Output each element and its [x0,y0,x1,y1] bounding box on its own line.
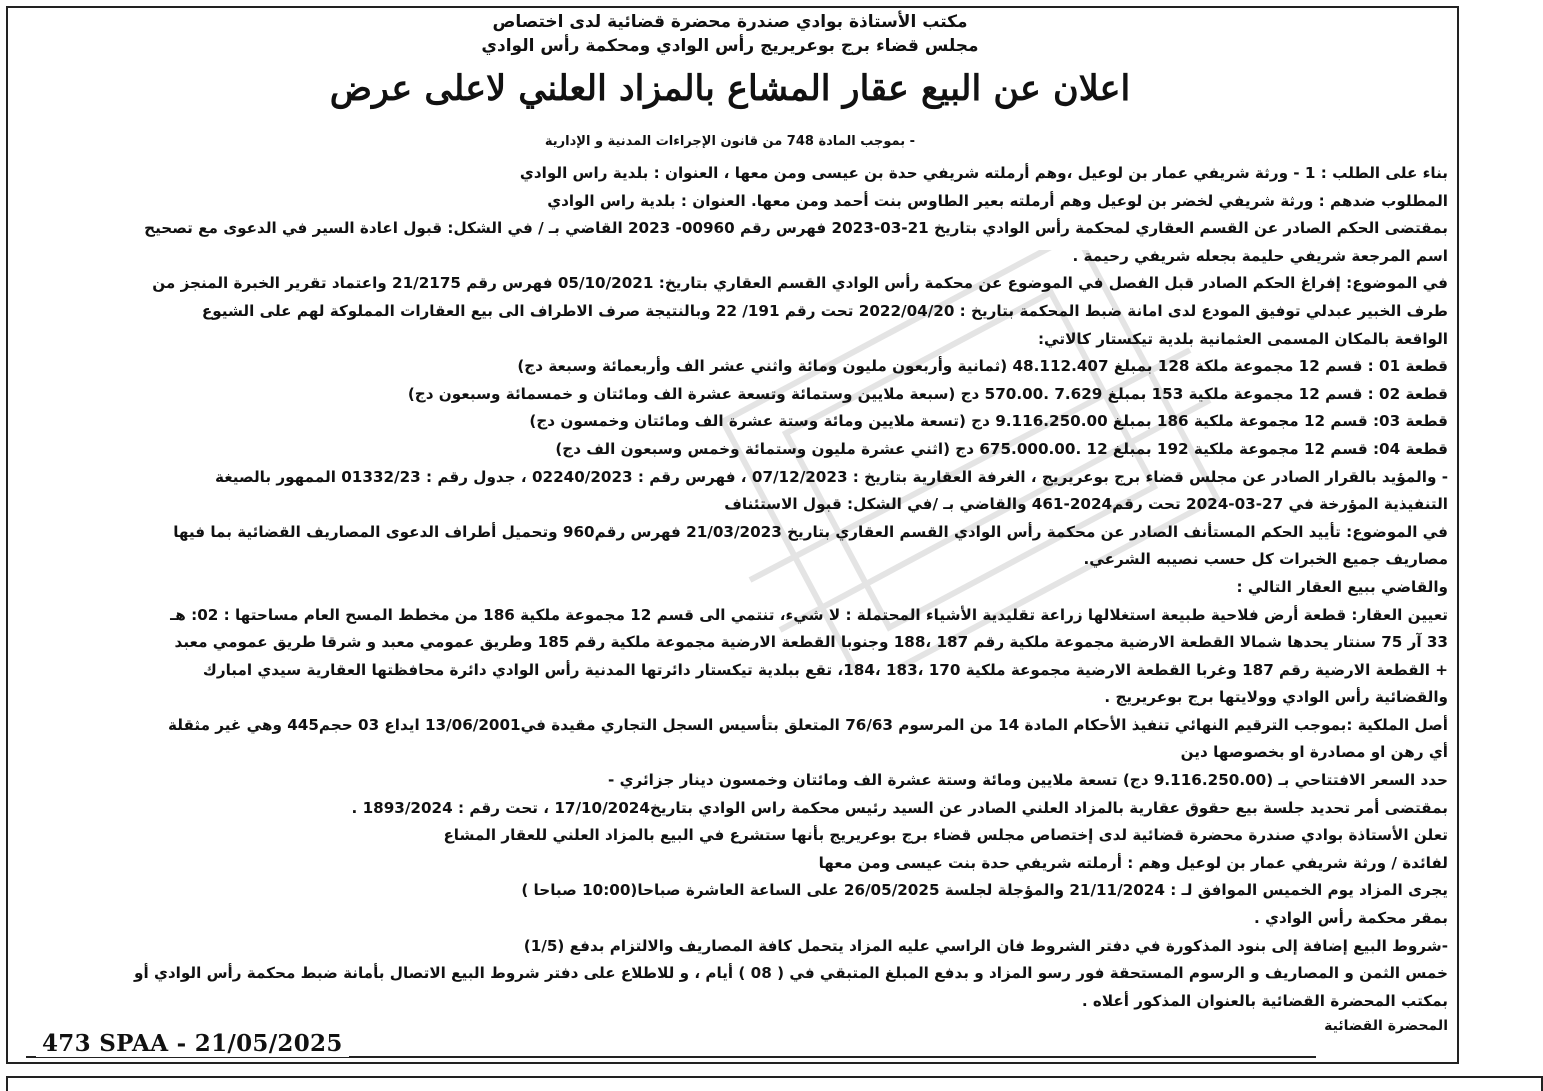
body-line: قطعة 03: قسم 12 مجموعة ملكية 186 بمبلغ 9.116.250.00 دج (تسعة ملايين ومائة وستة عشرة الف ومائتان وخمسون دج) [529,412,1448,431]
body-line: الواقعة بالمكان المسمى العثمانية بلدية تيكستار كالاتي: [1037,329,1448,348]
council-line: مجلس قضاء برج بوعريريج رأس الوادي ومحكمة رأس الوادي [481,36,979,56]
body-line: اسم المرجعة شريفي حليمة بجعله شريفي رحيمة . [1072,246,1448,265]
office-line: مكتب الأستاذة بوادي صندرة محضرة قضائية لدى اختصاص [492,12,968,32]
signature: المحضرة القضائية [1324,1018,1448,1035]
body-line: أصل الملكية :بموجب الترقيم النهائي تنفيذ الأحكام المادة 14 من المرسوم 76/63 المتعلق بتأسيس السجل التجاري مقيدة في13/06/2001 ايداع 03 حجم445 وهي غير مثقلة [168,715,1448,734]
body-line: يجرى المزاد يوم الخميس الموافق لـ : 21/11/2024 والمؤجلة لجلسة 26/05/2025 على الساعة العاشرة صباحا(10:00 صباحا ) [521,881,1448,900]
body-line: تعلن الأستاذة بوادي صندرة محضرة قضائية لدى إختصاص مجلس قضاء برج بوعريريج بأنها ستشرع في البيع بالمزاد العلني للعقار المشاع [443,826,1448,845]
body-line: لفائدة / ورثة شريفي عمار بن لوعيل وهم : أرملته شريفي حدة بنت عيسى ومن معها [818,853,1448,872]
body-line: في الموضوع: تأييد الحكم المستأنف الصادر عن محكمة رأس الوادي القسم العقاري بتاريخ 21/03/2023 فهرس رقم960 وتحميل أطراف الدعوى المصاريف القضائية بما فيها [173,522,1448,541]
body-line: 33 آر 75 سنتار يحدها شمالا القطعة الارضية مجموعة ملكية رقم 187 ،188 وجنوبا القطعة الارضية مجموعة ملكية رقم 185 وطريق عمومي معبد و شرقا طريق عمومي معبد [174,633,1448,652]
body-line: التنفيذية المؤرخة في 27-03-2024 تحت رقم2024-461 والقاضي بـ /في الشكل: قبول الاستئناف [724,495,1448,514]
body-line: حدد السعر الافتتاحي بـ (9.116.250.00 دج) تسعة ملايين ومائة وستة عشرة الف ومائتان وخمسون دينار جزائري - [608,771,1448,790]
body-line: بمقتضى أمر تحديد جلسة بيع حقوق عقارية بالمزاد العلني الصادر عن السيد رئيس محكمة راس الوادي بتاريخ17/10/2024 ، تحت رقم : 1893/2024 . [351,798,1448,817]
body-line: بمقر محكمة رأس الوادي . [1253,909,1448,928]
body-line: في الموضوع: إفراغ الحكم الصادر قبل الفصل في الموضوع عن محكمة رأس الوادي القسم العقاري بتاريخ: 05/10/2021 فهرس رقم 21/2175 واعتماد تقرير الخبرة المنجز من [152,274,1448,293]
announcement-content [12,10,1448,1037]
announcement-title: اعلان عن البيع عقار المشاع بالمزاد العلني لاعلى عرض [329,68,1131,109]
body-line: والقضائية رأس الوادي وولايتها برج بوعريريج . [1104,688,1448,707]
body-line: بناء على الطلب : 1 - ورثة شريفي عمار بن لوعيل ،وهم أرملته شريفي حدة بن عيسى ومن معها ، العنوان : بلدية راس الوادي [519,164,1448,182]
legal-basis: - بموجب المادة 748 من قانون الإجراءات المدنية و الإدارية [544,134,916,149]
reference-number: 473 SPAA - 21/05/2025 [36,1030,349,1057]
body-line: بمكتب المحضرة القضائية بالعنوان المذكور أعلاه . [1081,991,1448,1010]
body-line: مصاريف جميع الخبرات كل حسب نصيبه الشرعي. [1083,550,1448,569]
body-line: والقاضي ببيع العقار التالي : [1236,577,1448,596]
body-line: أي رهن او مصادرة او بخصوصها دين [1180,743,1448,762]
body-line: - والمؤيد بالقرار الصادر عن مجلس قضاء برج بوعريريج ، الغرفة العقارية بتاريخ : 07/12/2023 ، فهرس رقم : 02240/2023 ، جدول رقم : 01332/23 الممهور بالصيغة [215,467,1448,486]
body-line: تعيين العقار: قطعة أرض فلاحية طبيعة استغلالها زراعة تقليدية الأشياء المحتملة : لا شيء، تنتمي الى قسم 12 مجموعة ملكية 186 من مخطط المسح العام مساحتها : 02: هـ [170,605,1448,624]
next-notice-border [6,1076,1543,1091]
body-line: قطعة 04: قسم 12 مجموعة ملكية 192 بمبلغ 12 .675.000.00 دج (اثني عشرة مليون وستمائة وخمس وسبعون الف دج) [555,439,1448,458]
body-line: بمقتضى الحكم الصادر عن القسم العقاري لمحكمة رأس الوادي بتاريخ 21-03-2023 فهرس رقم 00960- 2023 القاضي بـ / في الشكل: قبول اعادة السير في الدعوى مع تصحيح [144,219,1448,238]
body-line: + القطعة الارضية رقم 187 وغربا القطعة الارضية مجموعة ملكية 170 ،183 ،184، تقع ببلدية تيكستار دائرتها المدنية رأس الوادي دائرة محافظتها العقارية سيدي امبارك [202,660,1448,679]
announcement-body [12,160,1448,1015]
body-line: قطعة 02 : قسم 12 مجموعة ملكية 153 بمبلغ 7.629 .570.00 دج (سبعة ملايين وستمائة وتسعة عشرة الف ومائتان و خمسمائة وسبعون دج) [407,384,1448,403]
body-line: المطلوب ضدهم : ورثة شريفي لخضر بن لوعيل وهم أرملته بعير الطاوس بنت أحمد ومن معها. العنوان : بلدية راس الوادي [547,191,1448,210]
body-line: قطعة 01 : قسم 12 مجموعة ملكة 128 بمبلغ 48.112.407 (ثمانية وأربعون مليون ومائة واثني عشر الف وأربعمائة وسبعة دج) [517,357,1448,376]
body-line: طرف الخبير عبدلي توفيق المودع لدى امانة ضبط المحكمة بتاريخ : 2022/04/20 تحت رقم 191/ 22 وبالنتيجة صرف الاطراف الى بيع العقارات المملوكة لهم على الشيوع [201,301,1448,320]
body-line: خمس الثمن و المصاريف و الرسوم المستحقة فور رسو المزاد و بدفع المبلغ المتبقي في ( 08 ) أيام ، و للاطلاع على دفتر شروط البيع الاتصال بأمانة ضبط محكمة رأس الوادي أو [134,964,1448,983]
body-line: -شروط البيع إضافة إلى بنود المذكورة في دفتر الشروط فان الراسي عليه المزاد يتحمل كافة المصاريف والالتزام بدفع (1/5) [523,936,1448,955]
